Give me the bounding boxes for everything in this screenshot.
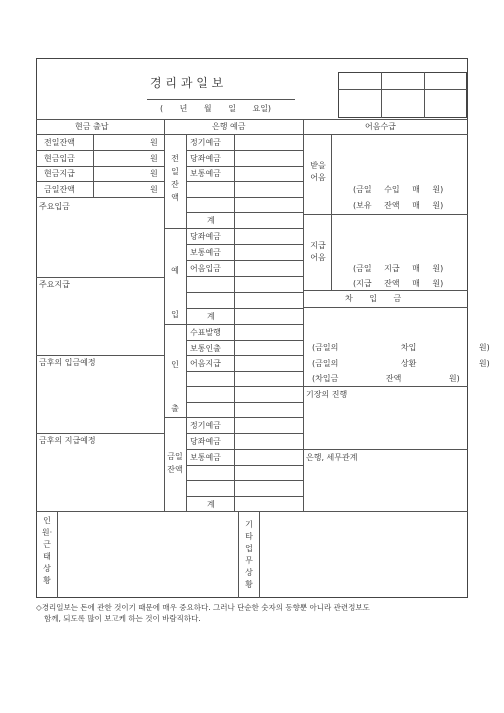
- bank-row-line: [186, 371, 303, 372]
- bank-today-balance-label: 금일잔액: [167, 452, 183, 474]
- future-payment-label: 금후의 지급예정: [39, 436, 96, 445]
- bank-row-line: [186, 496, 303, 497]
- cash-area-line-1: [36, 277, 164, 278]
- bank-row-line: [186, 244, 303, 245]
- report-form-frame: [36, 58, 468, 598]
- cash-row-line-1: [36, 150, 164, 151]
- payable-line: (금일 지급 매 원): [353, 264, 444, 273]
- footer-right-label-divider: [259, 511, 260, 598]
- form-title: 경 리 과 일 보: [150, 76, 224, 90]
- bank-group-divider: [186, 134, 187, 511]
- main-payment-label: 주요지급: [39, 280, 70, 289]
- bank-row-line: [186, 292, 303, 293]
- bank-bill-divider: [303, 119, 304, 511]
- bill-line-bank-tax: [303, 449, 468, 450]
- approval-row-divider: [338, 89, 467, 90]
- future-income-label: 금후의 입금예정: [39, 358, 96, 367]
- cash-row-unit: 원: [150, 154, 158, 163]
- bill-label-divider: [331, 134, 332, 290]
- footnote-line-1: ◇경리일보는 돈에 관한 것이기 때문에 매우 중요하다. 그러나 단순한 숫자의 동향뿐 아니라 관련정보도: [36, 603, 370, 612]
- bank-row-line: [186, 276, 303, 277]
- header-bottom-line: [36, 134, 468, 135]
- cash-row-line-3: [36, 181, 164, 182]
- bank-row-line: [186, 480, 303, 481]
- bank-withdraw-label: 인출: [171, 360, 179, 413]
- bank-item-label: 보통예금: [190, 248, 221, 257]
- cash-row-unit: 원: [150, 185, 158, 194]
- payable-bill-label: 지급어음: [310, 241, 326, 262]
- bank-item-label: 보통예금: [190, 453, 221, 462]
- bill-section-header: 어음수급: [365, 122, 396, 131]
- approval-divider-2: [424, 72, 425, 118]
- receivable-bill-label: 받을어음: [310, 161, 326, 182]
- bank-group-line-1: [164, 228, 303, 229]
- receivable-line: (금일 수입 매 원): [353, 185, 444, 194]
- cash-row-label: 전일잔액: [44, 138, 75, 147]
- borrowing-header: 차 입 금: [345, 294, 402, 303]
- bill-line-receivable-end: [303, 214, 468, 215]
- header-top-line: [36, 119, 468, 120]
- bank-row-line: [186, 181, 303, 182]
- cash-row-label: 현금입금: [44, 154, 75, 163]
- footnote-line-2: 함께, 되도록 많이 보고케 하는 것이 바람직하다.: [44, 614, 201, 623]
- payable-line: (지급 잔액 매 원): [353, 279, 444, 288]
- bank-row-line: [186, 386, 303, 387]
- cash-row-label: 현금지급: [44, 169, 75, 178]
- bank-item-label: 어음입금: [190, 264, 221, 273]
- cash-area-line-3: [36, 433, 164, 434]
- bank-section-header: 은행 예금: [212, 122, 246, 131]
- bank-row-line: [186, 260, 303, 261]
- bank-deposit-label: 예입: [171, 266, 179, 319]
- cash-row-line-4: [36, 197, 164, 198]
- bank-row-line: [186, 340, 303, 341]
- bank-group-line-3: [164, 417, 303, 418]
- bank-group-line-2: [164, 324, 303, 325]
- main-income-label: 주요입금: [39, 202, 70, 211]
- bank-item-divider: [234, 134, 235, 511]
- bank-row-line: [186, 150, 303, 151]
- bank-subtotal-label: 계: [207, 312, 215, 321]
- borrowing-line: (금일의 상환 원): [312, 359, 490, 368]
- bank-item-label: 수표발행: [190, 328, 221, 337]
- bank-row-line: [186, 449, 303, 450]
- receivable-line: (보유 잔액 매 원): [353, 201, 444, 210]
- bank-row-line: [186, 433, 303, 434]
- bank-item-label: 보통인출: [190, 344, 221, 353]
- bank-subtotal-label: 계: [207, 216, 215, 225]
- bank-item-label: 어음지급: [190, 359, 221, 368]
- cash-row-line-2: [36, 166, 164, 167]
- cash-section-header: 현금 출납: [75, 122, 109, 131]
- personnel-status-label: 인원·근태상황: [41, 516, 53, 585]
- bill-line-payable-end: [303, 290, 468, 291]
- bank-item-label: 정기예금: [190, 138, 221, 147]
- cash-row-unit: 원: [150, 138, 158, 147]
- cash-area-line-2: [36, 355, 164, 356]
- bank-item-label: 당좌예금: [190, 232, 221, 241]
- ledger-progress-label: 기장의 진행: [306, 390, 348, 399]
- bank-prev-balance-label: 전일잔액: [171, 154, 179, 202]
- bill-line-borrowing-header: [303, 307, 468, 308]
- date-line: ( 년 월 일 요일): [160, 104, 272, 113]
- borrowing-line: (금일의 차입 원): [312, 343, 490, 352]
- approval-grid: [338, 72, 467, 118]
- footer-top-line: [36, 511, 468, 512]
- footer-left-label-divider: [57, 511, 58, 598]
- bank-tax-label: 은행, 세무관계: [306, 453, 358, 462]
- cash-row-label: 금일잔액: [44, 185, 75, 194]
- bank-row-line: [186, 212, 303, 213]
- bank-row-line: [186, 166, 303, 167]
- bank-row-line: [186, 355, 303, 356]
- title-underline: [147, 99, 295, 100]
- bank-item-label: 정기예금: [190, 421, 221, 430]
- bank-item-label: 당좌예금: [190, 154, 221, 163]
- borrowing-line: (차입금 잔액 원): [312, 374, 460, 383]
- bill-line-ledger: [303, 386, 468, 387]
- other-work-label: 기타업무상황: [245, 520, 253, 589]
- bank-row-line: [186, 308, 303, 309]
- bank-item-label: 보통예금: [190, 169, 221, 178]
- cash-row-unit: 원: [150, 169, 158, 178]
- bank-item-label: 당좌예금: [190, 437, 221, 446]
- bank-subtotal-label: 계: [207, 500, 215, 509]
- bank-row-line: [186, 402, 303, 403]
- bank-row-line: [186, 465, 303, 466]
- bank-row-line: [186, 197, 303, 198]
- approval-divider-1: [381, 72, 382, 118]
- footer-mid-divider: [238, 511, 239, 598]
